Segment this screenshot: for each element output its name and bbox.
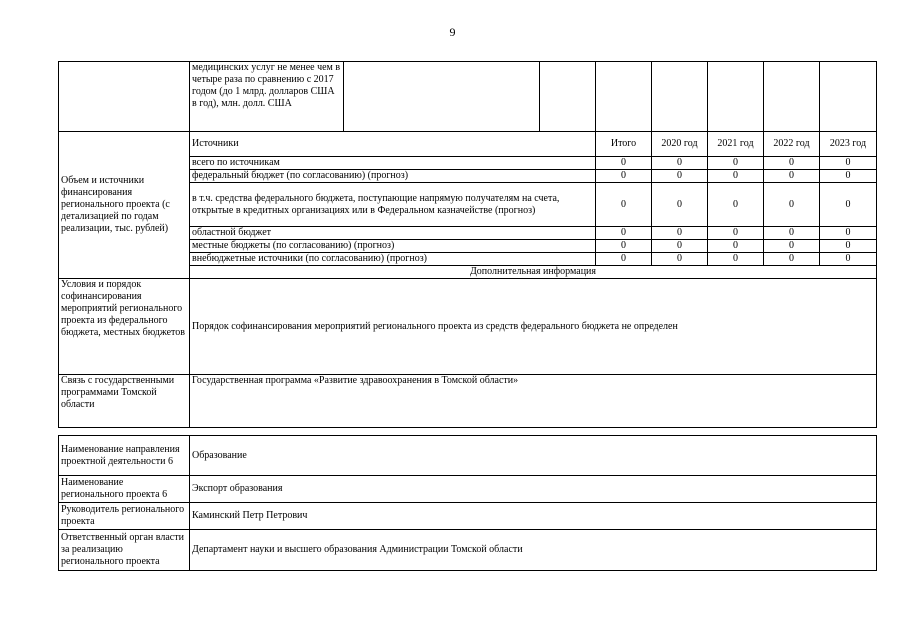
project-name-row [59,476,877,503]
finance-value: 0 [708,157,764,170]
page-number: 9 [449,25,456,39]
finance-value: 0 [596,253,652,266]
finance-row-name: в т.ч. средства федерального бюджета, поступающие напрямую получателям на счета, открытые в кредитных организациях или в Федеральном казначействе (прогноз) [190,183,596,227]
goal-empty-cell [820,62,877,132]
direction-label: Наименование направления проектной деятельности 6 [59,436,190,476]
finance-row-name: областной бюджет [190,227,596,240]
finance-value: 0 [708,183,764,227]
goal-empty-label [59,62,190,132]
finance-value: 0 [820,157,877,170]
program-link-value: Государственная программа «Развитие здравоохранения в Томской области» [190,375,877,428]
goal-empty-cell [344,62,540,132]
finance-value: 0 [596,227,652,240]
finance-value: 0 [652,183,708,227]
cofinancing-value: Порядок софинансирования мероприятий регионального проекта из средств федерального бюджета не определен [190,279,877,375]
finance-header-total: Итого [596,132,652,157]
goal-empty-cell [652,62,708,132]
finance-value: 0 [596,240,652,253]
finance-value: 0 [820,240,877,253]
goal-row [59,62,877,132]
finance-value: 0 [708,240,764,253]
project-head-label: Руководитель регионального проекта [59,503,190,530]
finance-row-name: внебюджетные источники (по согласованию) (прогноз) [190,253,596,266]
goal-empty-cell [764,62,820,132]
finance-value: 0 [708,170,764,183]
project-name-value: Экспорт образования [190,476,877,503]
finance-value: 0 [652,157,708,170]
finance-value: 0 [820,253,877,266]
finance-header-sources: Источники [190,132,596,157]
finance-value: 0 [708,253,764,266]
goal-text: медицинских услуг не менее чем в четыре раза по сравнению с 2017 годом (до 1 млрд. долларов США в год), млн. долл. США [190,62,344,132]
finance-value: 0 [820,183,877,227]
finance-header-2023: 2023 год [820,132,877,157]
finance-header-2020: 2020 год [652,132,708,157]
finance-value: 0 [708,227,764,240]
additional-info-heading: Дополнительная информация [190,266,877,279]
finance-row-name: федеральный бюджет (по согласованию) (прогноз) [190,170,596,183]
direction-row [59,436,877,476]
authority-row [59,530,877,571]
direction-value: Образование [190,436,877,476]
goal-empty-cell [708,62,764,132]
finance-value: 0 [596,170,652,183]
finance-value: 0 [764,183,820,227]
cofinancing-row [59,279,877,375]
finance-value: 0 [652,227,708,240]
project-name-label: Наименование регионального проекта 6 [59,476,190,503]
authority-value: Департамент науки и высшего образования Администрации Томской области [190,530,877,571]
finance-row-name: местные бюджеты (по согласованию) (прогноз) [190,240,596,253]
finance-value: 0 [820,227,877,240]
finance-value: 0 [652,240,708,253]
project-head-value: Каминский Петр Петрович [190,503,877,530]
finance-value: 0 [764,240,820,253]
finance-value: 0 [596,183,652,227]
program-link-row [59,375,877,428]
finance-row-name: всего по источникам [190,157,596,170]
finance-table [58,61,877,428]
goal-empty-cell [596,62,652,132]
finance-header-2021: 2021 год [708,132,764,157]
finance-value: 0 [652,170,708,183]
finance-value: 0 [652,253,708,266]
finance-value: 0 [764,253,820,266]
cofinancing-label: Условия и порядок софинансирования мероприятий регионального проекта из федерального бюджета, местных бюджетов [59,279,190,375]
finance-value: 0 [764,227,820,240]
finance-value: 0 [820,170,877,183]
finance-value: 0 [764,170,820,183]
finance-value: 0 [764,157,820,170]
finance-value: 0 [596,157,652,170]
project-head-row [59,503,877,530]
program-link-label: Связь с государственными программами Томской области [59,375,190,428]
project6-table [58,435,877,571]
finance-label: Объем и источники финансирования регионального проекта (с детализацией по годам реализации, тыс. рублей) [59,132,190,279]
finance-header-row [59,132,877,157]
authority-label: Ответственный орган власти за реализацию регионального проекта [59,530,190,571]
finance-header-2022: 2022 год [764,132,820,157]
goal-empty-cell [540,62,596,132]
